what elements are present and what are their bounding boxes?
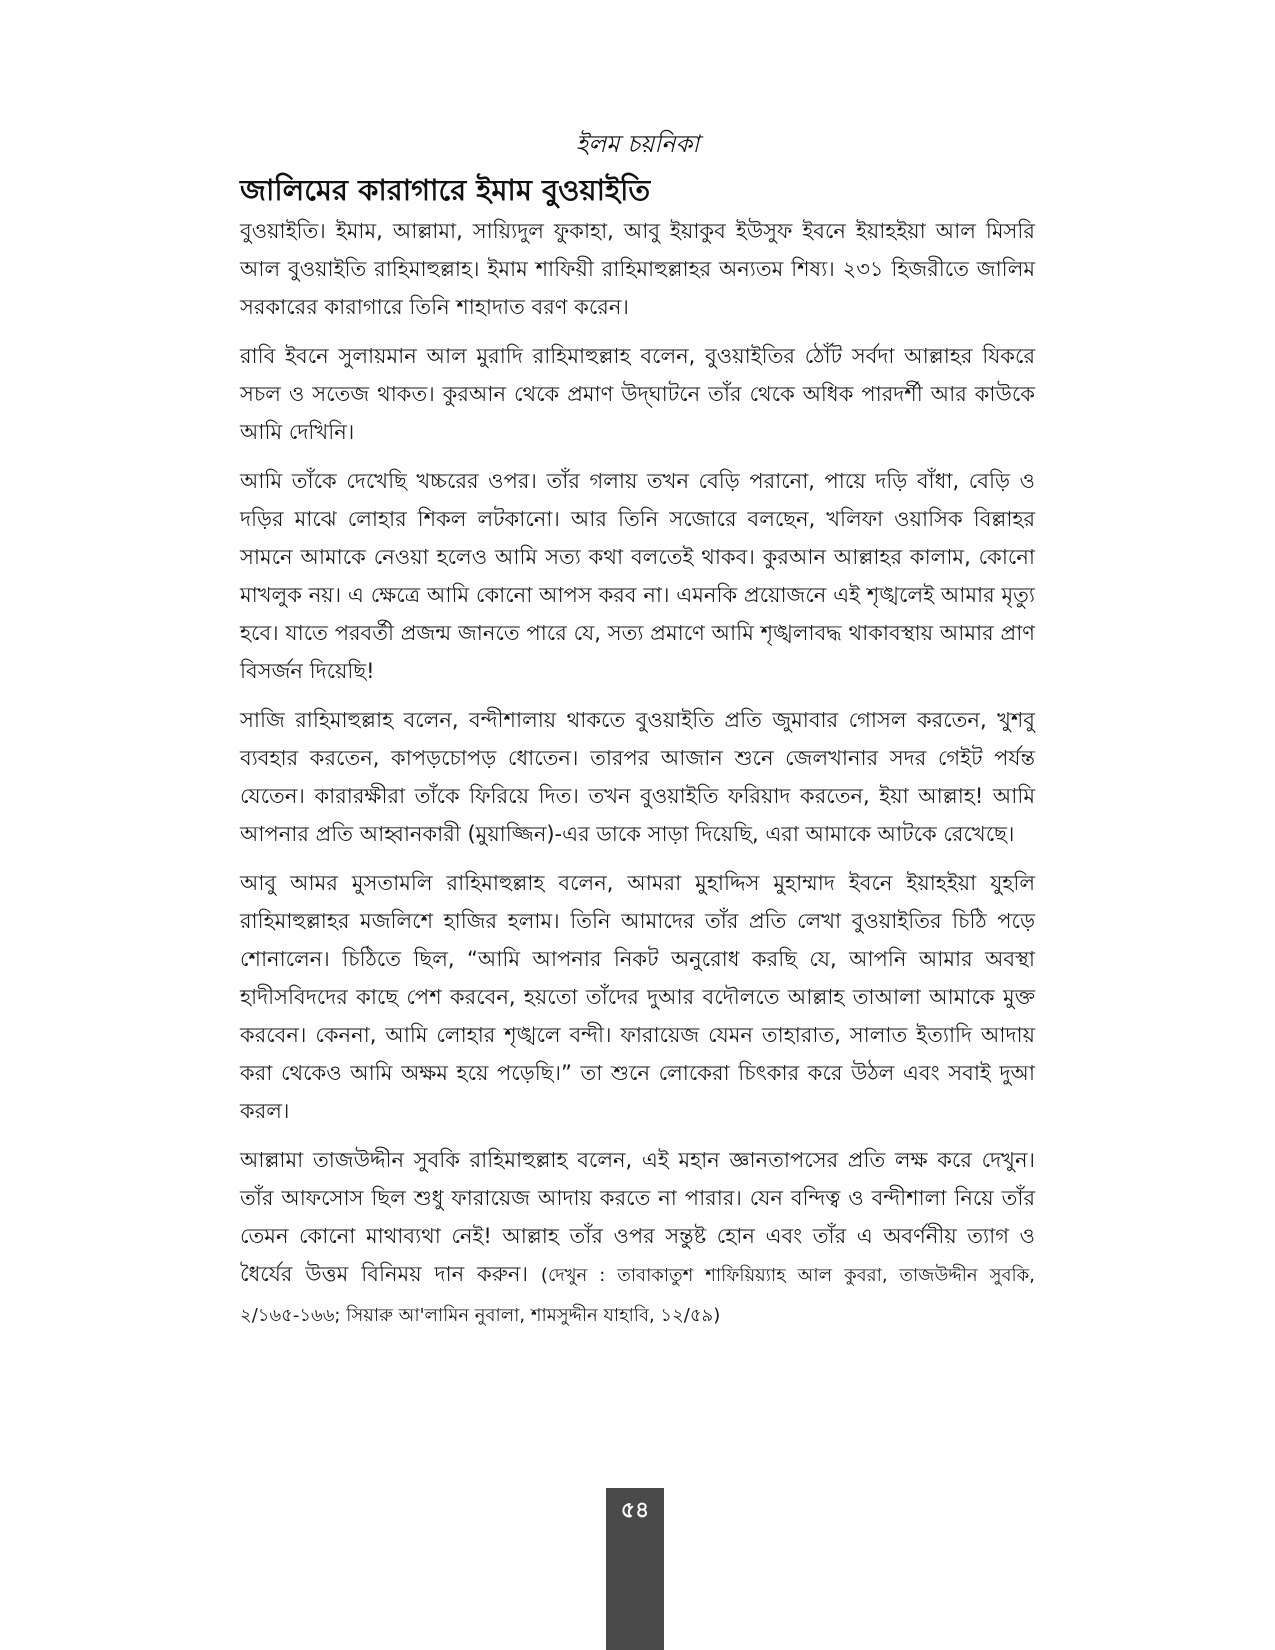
article-title: জালিমের কারাগারে ইমাম বুওয়াইতি: [240, 173, 651, 207]
paragraph-subki-comment: [240, 1141, 1035, 1335]
paragraph-letter: আবু আমর মুসতামলি রাহিমাহুল্লাহ বলেন, আমরা মুহাদ্দিস মুহাম্মাদ ইবনে ইয়াহইয়া যুহলি রাহিমাহুল্লাহর মজলিশে হাজির হলাম। তিনি আমাদের তাঁর প্রতি লেখা বুওয়াইতির চিঠি পড়ে শোনালেন। চিঠিতে ছিল, “আমি আপনার নিকট অনুরোধ করছি যে, আপনি আমার অবস্থা হাদীসবিদদের কাছে পেশ করবেন, হয়তো তাঁদের দুআর বদৌলতে আল্লাহ তাআলা আমাকে মুক্ত করবেন। কেননা, আমি লোহার শৃঙ্খলে বন্দী। ফারায়েজ যেমন তাহারাত, সালাত ইত্যাদি আদায় করা থেকেও আমি অক্ষম হয়ে পড়েছি।” তা শুনে লোকেরা চিৎকার করে উঠল এবং সবাই দুআ করল।: [240, 871, 1035, 1123]
page-number-tab: [606, 1488, 664, 1650]
source-citation: (দেখুন : তাবাকাতুশ শাফিয়িয়্যাহ আল কুবরা, তাজউদ্দীন সুবকি, ২/১৬৫-১৬৬; সিয়ারু আ'লামিন নুবালা, শামসুদ্দীন যাহাবি, ১২/৫৯): [240, 1265, 1035, 1326]
paragraph-chains: আমি তাঁকে দেখেছি খচ্চরের ওপর। তাঁর গলায় তখন বেড়ি পরানো, পায়ে দড়ি বাঁধা, বেড়ি ও দড়ির মাঝে লোহার শিকল লটকানো। আর তিনি সজোরে বলছেন, খলিফা ওয়াসিক বিল্লাহর সামনে আমাকে নেওয়া হলেও আমি সত্য কথা বলতেই থাকব। কুরআন আল্লাহর কালাম, কোনো মাখলুক নয়। এ ক্ষেত্রে আমি কোনো আপস করব না। এমনকি প্রয়োজনে এই শৃঙ্খলেই আমার মৃত্যু হবে। যাতে পরবর্তী প্রজন্ম জানতে পারে যে, সত্য প্রমাণে আমি শৃঙ্খলাবদ্ধ থাকাবস্থায় আমার প্রাণ বিসর্জন দিয়েছি!: [240, 469, 1035, 683]
paragraph-intro: বুওয়াইতি। ইমাম, আল্লামা, সায়্যিদুল ফুকাহা, আবু ইয়াকুব ইউসুফ ইবনে ইয়াহইয়া আল মিসরি আল বুওয়াইতি রাহিমাহুল্লাহ। ইমাম শাফিয়ী রাহিমাহুল্লাহর অন্যতম শিষ্য। ২৩১ হিজরীতে জালিম সরকারের কারাগারে তিনি শাহাদাত বরণ করেন।: [240, 219, 1035, 319]
running-header: ইলম চয়নিকা: [575, 130, 700, 158]
paragraph-subki-text: আল্লামা তাজউদ্দীন সুবকি রাহিমাহুল্লাহ বলেন, এই মহান জ্ঞানতাপসের প্রতি লক্ষ করে দেখুন। তাঁর আফসোস ছিল শুধু ফারায়েজ আদায় করতে না পারার। যেন বন্দিত্ব ও বন্দীশালা নিয়ে তাঁর তেমন কোনো মাথাব্যথা নেই! আল্লাহ তাঁর ওপর সন্তুষ্ট হোন এবং তাঁর এ অবর্ণনীয় ত্যাগ ও ধৈর্যের উত্তম বিনিময় দান করুন।: [240, 1148, 1035, 1286]
paragraph-rabi-narration: রাবি ইবনে সুলায়মান আল মুরাদি রাহিমাহুল্লাহ বলেন, বুওয়াইতির ঠোঁট সর্বদা আল্লাহর যিকরে সচল ও সতেজ থাকত। কুরআন থেকে প্রমাণ উদ্‌ঘাটনে তাঁর থেকে অধিক পারদর্শী আর কাউকে আমি দেখিনি।: [240, 344, 1035, 444]
article-body: [240, 170, 1035, 1346]
page-number: ৫৪: [620, 1498, 650, 1523]
paragraph-saji-narration: সাজি রাহিমাহুল্লাহ বলেন, বন্দীশালায় থাকতে বুওয়াইতি প্রতি জুমাবার গোসল করতেন, খুশবু ব্যবহার করতেন, কাপড়চোপড় ধোতেন। তারপর আজান শুনে জেলখানার সদর গেইট পর্যন্ত যেতেন। কারারক্ষীরা তাঁকে ফিরিয়ে দিত। তখন বুওয়াইতি ফরিয়াদ করতেন, ইয়া আল্লাহ! আমি আপনার প্রতি আহ্বানকারী (মুয়াজ্জিন)-এর ডাকে সাড়া দিয়েছি, এরা আমাকে আটকে রেখেছে।: [240, 708, 1035, 846]
